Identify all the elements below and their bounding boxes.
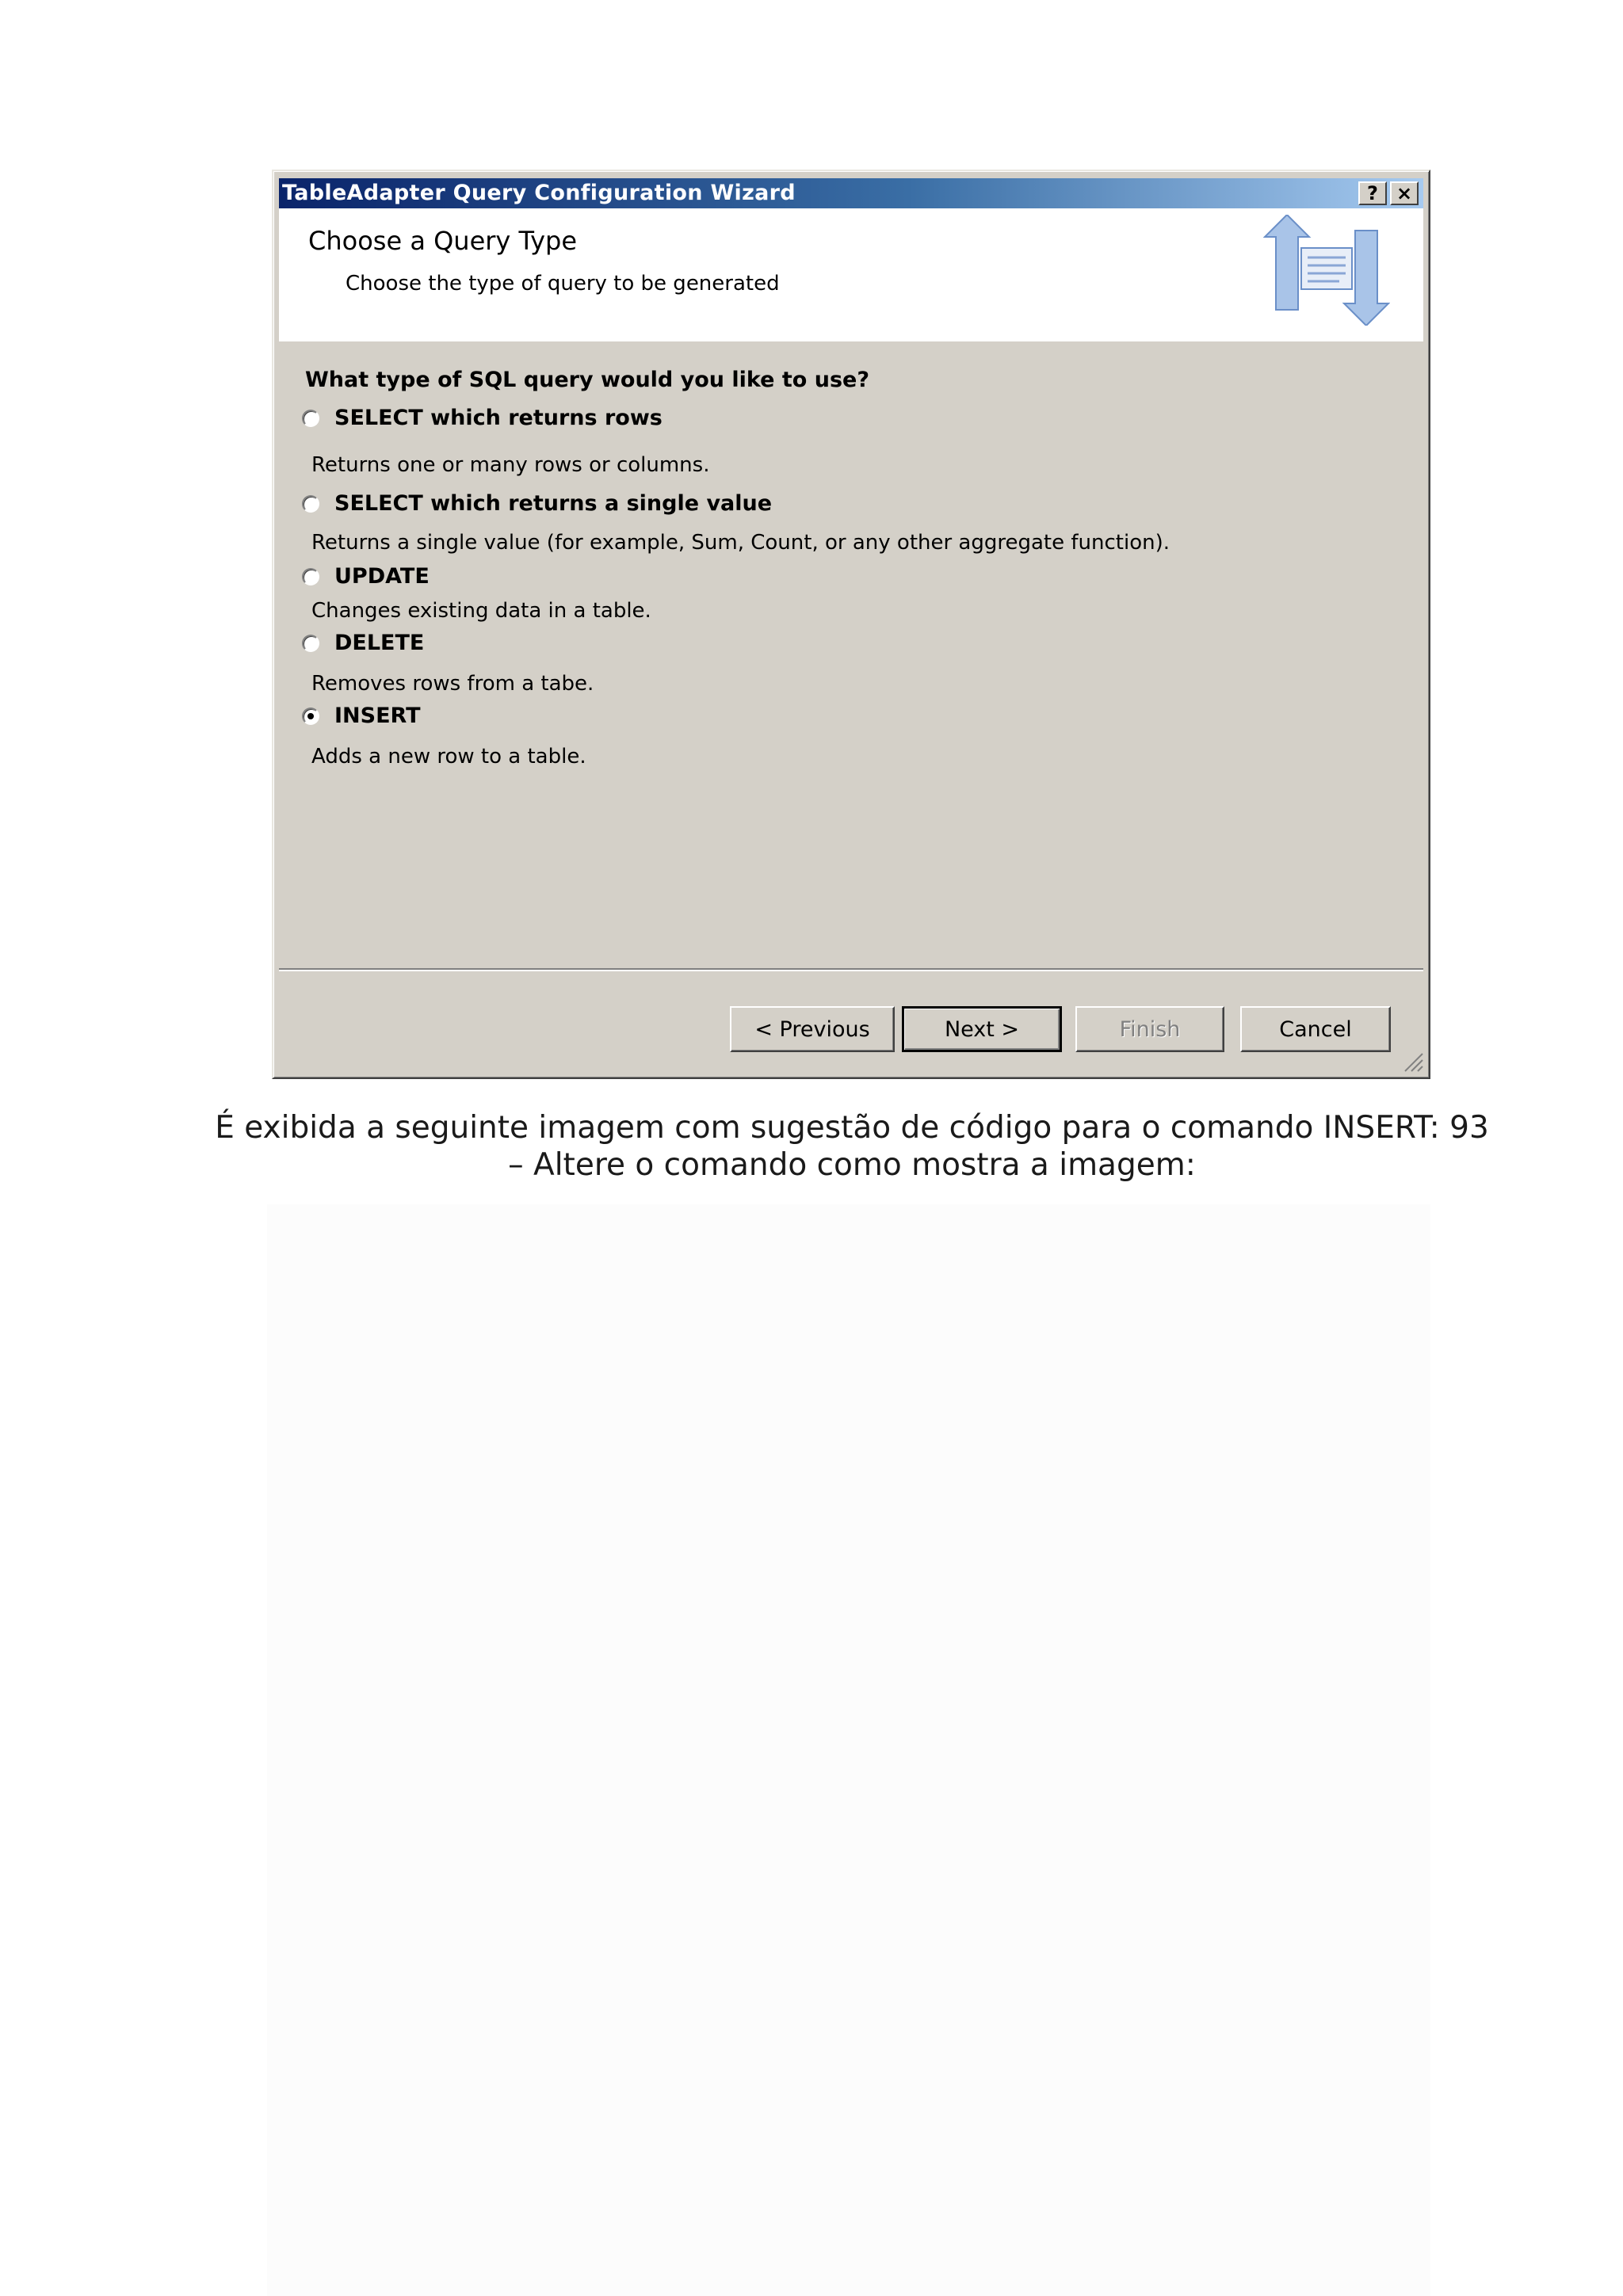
option-description: Removes rows from a tabe. — [311, 672, 594, 696]
query-wizard-dialog — [272, 170, 1430, 1079]
caption-line-2: – Altere o comando como mostra a imagem: — [508, 1147, 1196, 1183]
resize-grip-icon[interactable] — [1400, 1049, 1424, 1073]
caption-line-1: É exibida a seguinte imagem com sugestão de código para o comando INSERT: 93 — [215, 1110, 1489, 1146]
previous-button[interactable]: < Previous — [730, 1006, 895, 1052]
finish-button[interactable]: Finish — [1075, 1006, 1224, 1052]
title-bar[interactable] — [279, 178, 1423, 208]
option-description: Changes existing data in a table. — [311, 599, 651, 623]
radio-insert[interactable] — [302, 707, 319, 725]
radio-select-rows[interactable] — [302, 410, 319, 427]
radio-selected-dot — [307, 713, 314, 719]
option-label: SELECT which returns rows — [334, 406, 663, 430]
close-button[interactable] — [1390, 181, 1419, 205]
option-select-single-value[interactable] — [302, 491, 772, 516]
page-subtitle: Choose the type of query to be generated — [346, 272, 780, 296]
wizard-header — [279, 208, 1423, 341]
option-label: UPDATE — [334, 564, 430, 589]
page-background — [267, 1204, 1430, 2296]
option-select-rows[interactable] — [302, 406, 663, 430]
cancel-button[interactable]: Cancel — [1240, 1006, 1391, 1052]
option-description: Returns one or many rows or columns. — [311, 453, 710, 477]
option-delete[interactable] — [302, 631, 424, 655]
close-icon: × — [1396, 182, 1413, 204]
option-label: SELECT which returns a single value — [334, 491, 773, 516]
option-label: DELETE — [334, 631, 425, 655]
wizard-arrows-icon — [1263, 215, 1390, 326]
radio-update[interactable] — [302, 568, 319, 585]
button-separator — [279, 968, 1423, 971]
option-description: Adds a new row to a table. — [311, 745, 586, 769]
next-button[interactable]: Next > — [902, 1006, 1062, 1052]
radio-select-single-value[interactable] — [302, 495, 319, 513]
option-label: INSERT — [334, 704, 421, 728]
option-update[interactable] — [302, 564, 430, 589]
window-title: TableAdapter Query Configuration Wizard — [282, 181, 796, 205]
radio-delete[interactable] — [302, 635, 319, 652]
option-description: Returns a single value (for example, Sum, Count, or any other aggregate function). — [311, 531, 1170, 555]
help-icon: ? — [1367, 182, 1378, 204]
page-title: Choose a Query Type — [308, 226, 578, 256]
help-button[interactable] — [1358, 181, 1387, 205]
query-type-question: What type of SQL query would you like to use? — [305, 368, 869, 392]
caption — [158, 1109, 1545, 1184]
option-insert[interactable] — [302, 704, 421, 728]
